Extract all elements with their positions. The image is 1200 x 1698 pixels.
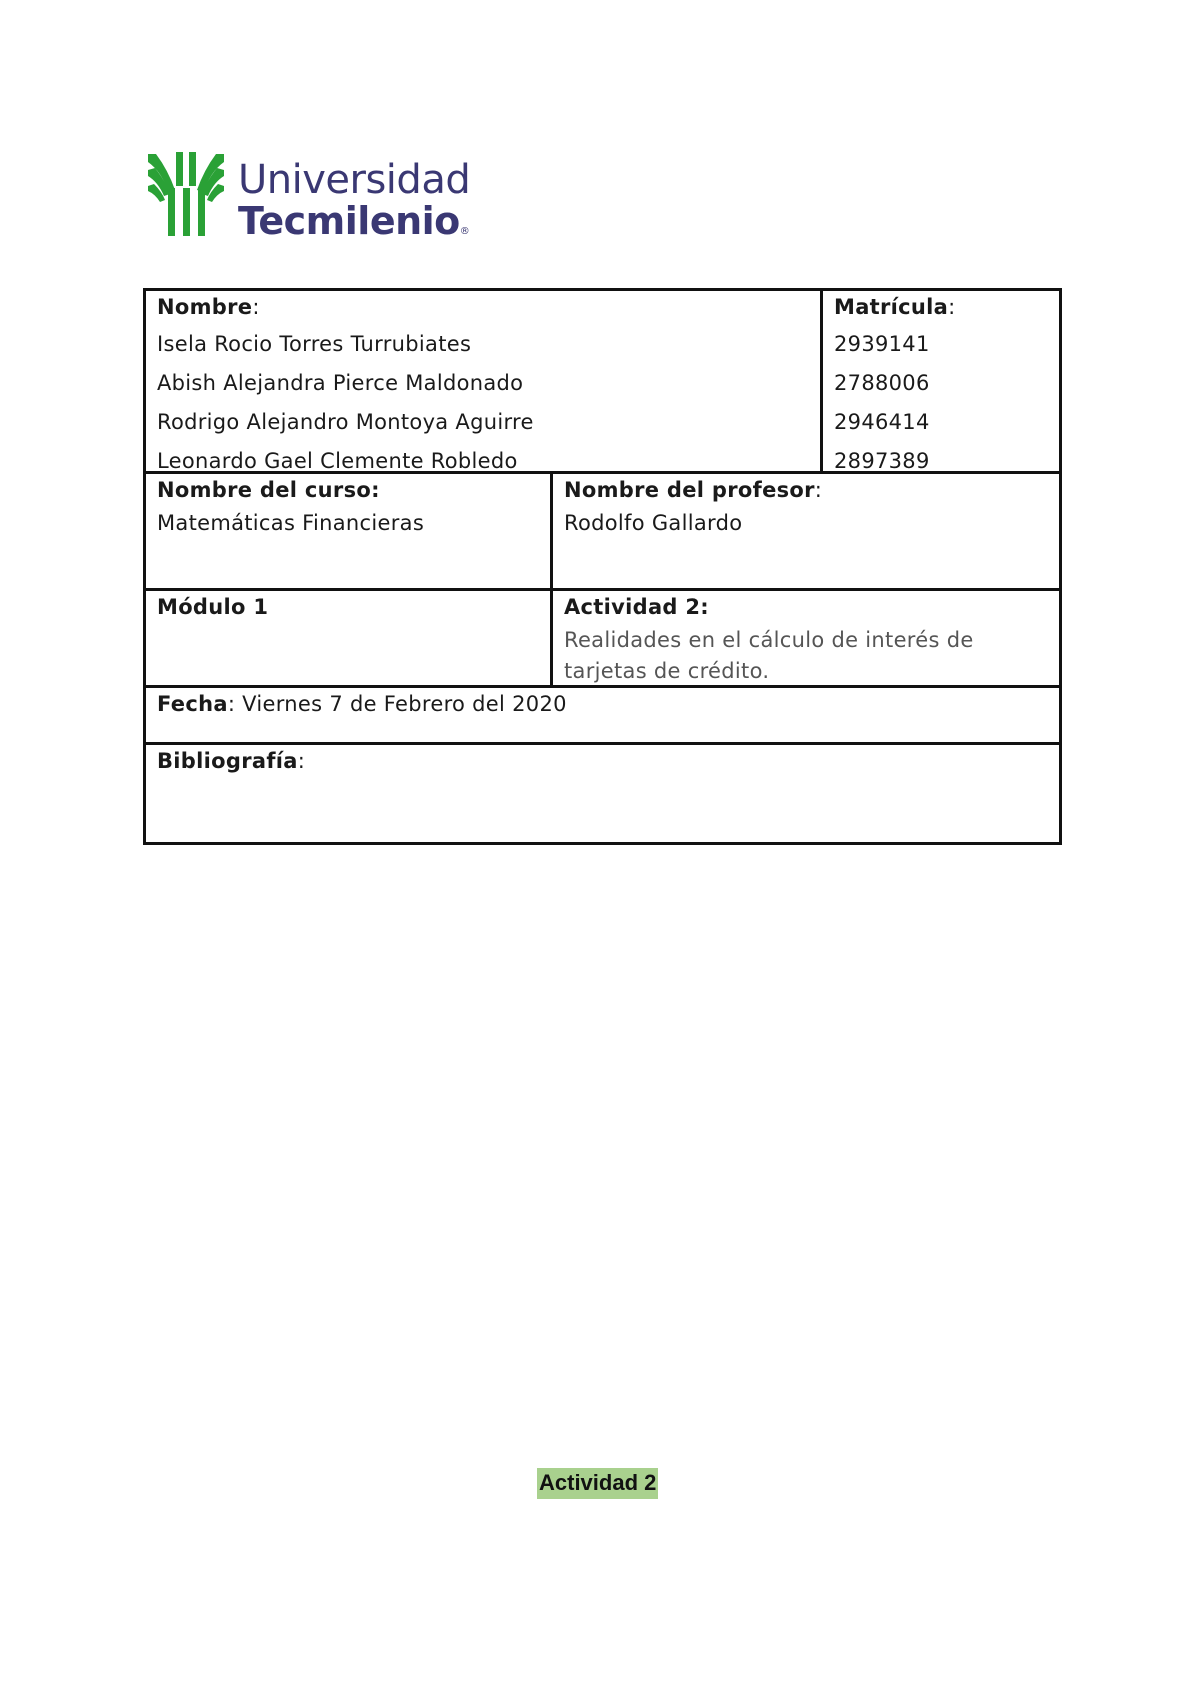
student-name: Rodrigo Alejandro Montoya Aguirre bbox=[157, 410, 534, 434]
student-name: Isela Rocio Torres Turrubiates bbox=[157, 332, 472, 356]
ids-header: Matrícula: bbox=[834, 295, 956, 319]
nombre-label: Nombre bbox=[157, 295, 253, 319]
date-cell bbox=[143, 685, 1062, 745]
professor-cell bbox=[550, 471, 1062, 591]
student-id: 2788006 bbox=[834, 371, 930, 395]
activity-footer-label: Actividad 2 bbox=[537, 1468, 658, 1499]
professor-value: Rodolfo Gallardo bbox=[564, 511, 743, 535]
ids-cell bbox=[820, 288, 1062, 474]
activity-description: Realidades en el cálculo de interés de tarjetas de crédito. bbox=[564, 628, 974, 683]
date-value: Viernes 7 de Febrero del 2020 bbox=[242, 692, 567, 716]
logo-line-1: Universidad bbox=[238, 157, 471, 203]
bibliography-header: Bibliografía: bbox=[157, 749, 306, 773]
course-value: Matemáticas Financieras bbox=[157, 511, 425, 535]
course-label: Nombre del curso: bbox=[157, 478, 380, 502]
matricula-label: Matrícula bbox=[834, 295, 949, 319]
logo-line-2-text: Tecmilenio bbox=[238, 199, 460, 243]
bibliography-cell bbox=[143, 742, 1062, 845]
student-name: Leonardo Gael Clemente Robledo bbox=[157, 449, 518, 473]
student-name: Abish Alejandra Pierce Maldonado bbox=[157, 371, 524, 395]
activity-label: Actividad 2: bbox=[564, 595, 709, 619]
student-id: 2897389 bbox=[834, 449, 930, 473]
names-cell bbox=[143, 288, 823, 474]
professor-label: Nombre del profesor bbox=[564, 478, 815, 502]
university-logo bbox=[146, 150, 471, 243]
registered-mark: ® bbox=[459, 226, 470, 237]
logo-wordmark bbox=[238, 157, 471, 243]
tecmilenio-logo-icon bbox=[146, 150, 226, 240]
student-id: 2939141 bbox=[834, 332, 930, 356]
student-id: 2946414 bbox=[834, 410, 930, 434]
logo-line-2 bbox=[238, 199, 470, 243]
module-label: Módulo 1 bbox=[157, 595, 269, 619]
module-cell bbox=[143, 588, 553, 688]
date-label: Fecha bbox=[157, 692, 228, 716]
bibliography-label: Bibliografía bbox=[157, 749, 298, 773]
professor-header: Nombre del profesor: bbox=[564, 478, 823, 502]
date-line: Fecha: Viernes 7 de Febrero del 2020 bbox=[157, 692, 567, 716]
activity-cell bbox=[550, 588, 1062, 688]
names-header: Nombre: bbox=[157, 295, 260, 319]
course-cell bbox=[143, 471, 553, 591]
